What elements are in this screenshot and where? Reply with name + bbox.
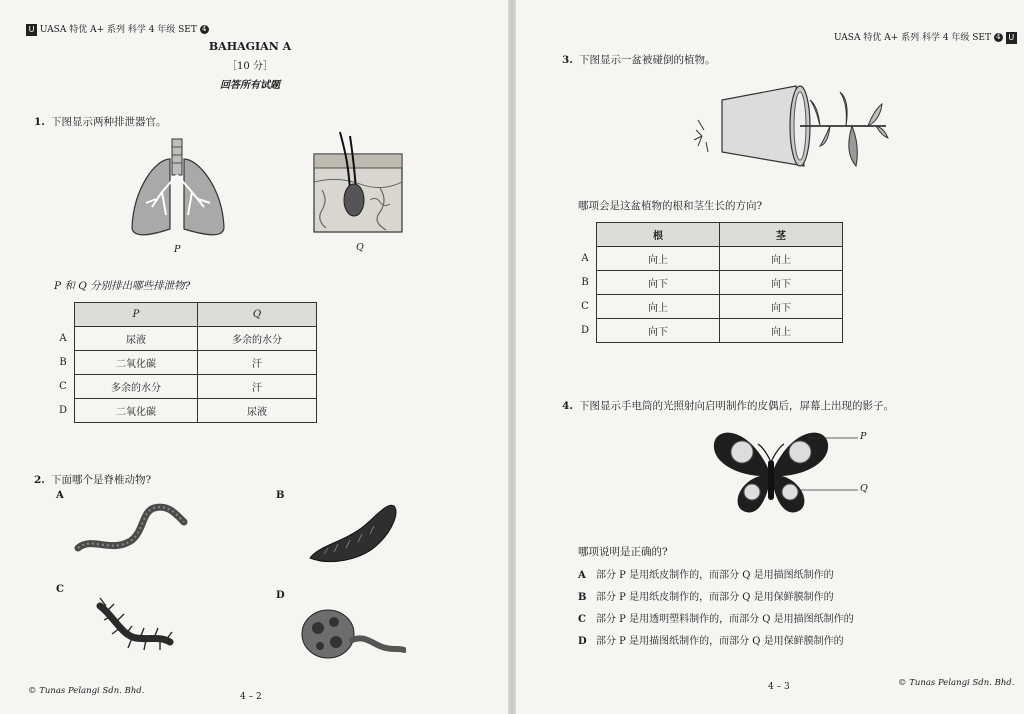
- label-p-wing: P: [860, 431, 867, 442]
- q4-option-label: B: [578, 592, 587, 603]
- q3-option-row[interactable]: [574, 295, 843, 319]
- snake-illustration[interactable]: [296, 600, 406, 664]
- q1-option-row[interactable]: [52, 399, 317, 423]
- q1-cell-p: 二氧化碳: [75, 399, 198, 423]
- q1-stem: [34, 114, 166, 129]
- right-footer: © Tunas Pelangi Sdn. Bhd.: [898, 678, 1015, 688]
- q3-cell-stem: 向上: [720, 319, 843, 343]
- q1-option-row[interactable]: [52, 375, 317, 399]
- right-header: [834, 30, 1017, 44]
- q4-option-text: 部分 P 是用透明塑料制作的，而部分 Q 是用描图纸制作的: [596, 614, 854, 625]
- q1-option-label: D: [58, 405, 68, 416]
- label-p-lungs: P: [174, 244, 181, 255]
- q3-cell-root: 向下: [597, 271, 720, 295]
- q3-option-label: A: [581, 253, 589, 264]
- q2-option-a-label[interactable]: A: [56, 490, 64, 501]
- q3-option-label: D: [580, 325, 590, 336]
- right-header-text: UASA 特优 A+ 系列 科学 4 年级 SET: [834, 33, 992, 43]
- q1-cell-q: 尿液: [198, 399, 317, 423]
- q4-stem: [562, 398, 894, 413]
- right-page-number: 4 – 3: [768, 682, 790, 692]
- q1-question: P 和 Q 分别排出哪些排泄物?: [54, 280, 191, 292]
- section-title: BAHAGIAN A: [208, 40, 292, 53]
- section-heading: [180, 40, 320, 91]
- q4-text: 下图显示手电筒的光照射向启明制作的皮偶后，屏幕上出现的影子。: [578, 400, 894, 412]
- q1-cell-p: 尿液: [75, 327, 198, 351]
- q4-option-label: A: [578, 570, 586, 581]
- q1-cell-q: 多余的水分: [198, 327, 317, 351]
- left-page: [0, 0, 508, 714]
- q3-stem: [562, 52, 715, 67]
- q3-option-row[interactable]: [574, 247, 843, 271]
- q4-option-label: D: [578, 636, 587, 647]
- right-page: [516, 0, 1024, 714]
- label-q-skin: Q: [356, 242, 364, 253]
- section-marks: ［10 分］: [227, 61, 273, 72]
- q3-table-header-row: [574, 223, 843, 247]
- q4-option-a[interactable]: [578, 566, 834, 581]
- q3-cell-stem: 向上: [720, 247, 843, 271]
- q1-option-label: A: [59, 333, 67, 344]
- q4-option-text: 部分 P 是用纸皮制作的，而部分 Q 是用保鲜膜制作的: [596, 592, 834, 603]
- q1-option-row[interactable]: [52, 351, 317, 375]
- q3-question: 哪项会是这盆植物的根和茎生长的方向?: [578, 200, 763, 212]
- lungs-illustration: [126, 137, 230, 241]
- q3-cell-root: 向上: [597, 295, 720, 319]
- book-gutter: [508, 0, 516, 714]
- q1-header-p: P: [75, 303, 198, 327]
- q1-option-label: B: [59, 357, 67, 368]
- section-instruction: 回答所有试题: [220, 80, 280, 91]
- q3-answer-table: [574, 222, 843, 343]
- left-page-number: 4 – 2: [240, 692, 262, 702]
- q3-option-label: B: [581, 277, 589, 288]
- q3-text: 下图显示一盆被碰倒的植物。: [578, 54, 716, 66]
- q4-question: 哪项说明是正确的?: [578, 546, 668, 558]
- q2-option-c-label[interactable]: C: [56, 584, 64, 595]
- q2-text: 下面哪个是脊椎动物?: [50, 474, 152, 486]
- q1-text: 下图显示两种排泄器官。: [50, 116, 167, 128]
- q3-number: 3.: [562, 54, 573, 66]
- publisher-logo-icon: U: [1006, 32, 1017, 44]
- q1-option-label: C: [59, 381, 67, 392]
- q4-number: 4.: [562, 400, 573, 412]
- q4-option-label: C: [578, 614, 586, 625]
- q3-option-label: C: [581, 301, 589, 312]
- q1-cell-p: 多余的水分: [75, 375, 198, 399]
- q1-cell-q: 汗: [198, 351, 317, 375]
- q3-cell-root: 向下: [597, 319, 720, 343]
- publisher-logo-icon: U: [26, 24, 37, 36]
- q1-cell-q: 汗: [198, 375, 317, 399]
- q2-stem: [34, 472, 151, 487]
- q3-option-row[interactable]: [574, 271, 843, 295]
- left-header-text: UASA 特优 A+ 系列 科学 4 年级 SET: [39, 25, 197, 35]
- q3-cell-stem: 向下: [720, 295, 843, 319]
- q4-option-c[interactable]: [578, 610, 854, 625]
- q2-number: 2.: [34, 474, 45, 486]
- q4-option-b[interactable]: [578, 588, 834, 603]
- butterfly-shadow-illustration: [708, 424, 868, 516]
- leech-illustration[interactable]: [304, 496, 400, 568]
- left-set-number: 4: [200, 25, 209, 34]
- q3-header-root: 根: [597, 223, 720, 247]
- left-header: [26, 22, 209, 36]
- q4-option-text: 部分 P 是用纸皮制作的，而部分 Q 是用描图纸制作的: [596, 570, 834, 581]
- q4-option-text: 部分 P 是用描图纸制作的，而部分 Q 是用保鲜膜制作的: [596, 636, 844, 647]
- q1-header-q: Q: [198, 303, 317, 327]
- q2-option-d-label[interactable]: D: [276, 590, 285, 601]
- earthworm-illustration[interactable]: [72, 492, 192, 562]
- toppled-plant-illustration: [692, 76, 892, 180]
- right-set-number: 4: [994, 33, 1003, 42]
- label-q-wing: Q: [860, 483, 868, 494]
- q3-cell-root: 向上: [597, 247, 720, 271]
- q3-cell-stem: 向下: [720, 271, 843, 295]
- q2-option-b-label[interactable]: B: [276, 490, 285, 501]
- q3-option-row[interactable]: [574, 319, 843, 343]
- centipede-illustration[interactable]: [92, 596, 176, 652]
- left-footer: © Tunas Pelangi Sdn. Bhd.: [28, 686, 145, 696]
- q1-table-header-row: [52, 303, 317, 327]
- q1-answer-table: [52, 302, 317, 423]
- q1-option-row[interactable]: [52, 327, 317, 351]
- q1-number: 1.: [34, 116, 45, 128]
- skin-illustration: [310, 130, 406, 234]
- q1-cell-p: 二氧化碳: [75, 351, 198, 375]
- q4-option-d[interactable]: [578, 632, 844, 647]
- q3-header-stem: 茎: [720, 223, 843, 247]
